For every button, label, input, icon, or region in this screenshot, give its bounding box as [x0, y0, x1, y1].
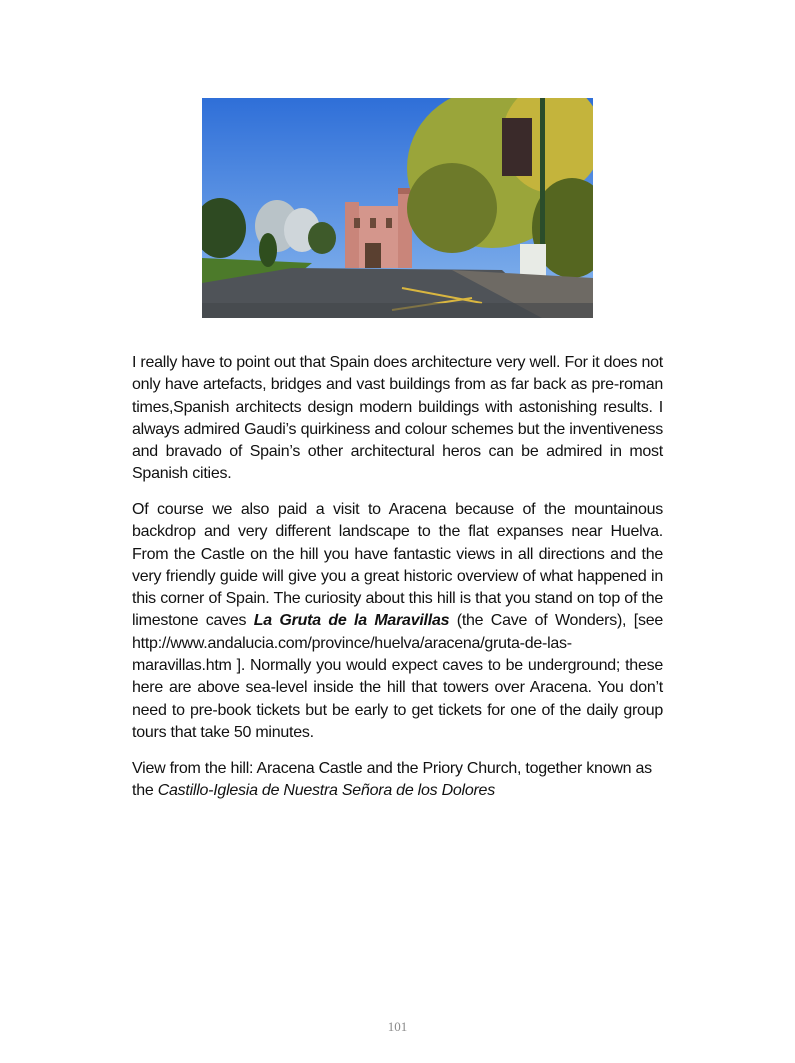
body-paragraph-3 — [132, 758, 663, 803]
paragraph-text: (the Cave of Wonders), [see http://www.andalucia.com/province/huelva/aracena/gruta-de-las-maravillas.htm ]. Normally you would expect caves to be underground; these here are above sea-level inside the hill that towers over Aracena. You don’t need to pre-book tickets but be early to get tickets for one of the daily group tours that take 50 minutes. — [132, 612, 663, 741]
castle-church-name: Castillo-Iglesia de Nuestra Señora de los Dolores — [157, 782, 495, 800]
paragraph-text: Of course we also paid a visit to Aracena because of the mountainous backdrop and very different landscape to the flat expanses near Huelva. From the Castle on the hill you have fantastic views in all directions and the very friendly guide will give you a great historic overview of what happened in this corner of Spain. The curiosity about this hill is that you stand on top of the limestone caves — [132, 501, 663, 630]
page-number: 101 — [387, 1019, 408, 1034]
body-paragraph-1: I really have to point out that Spain does architecture very well. For it does not only have artefacts, bridges and vast buildings from as far back as pre-roman times,Spanish architects design modern buildings with astonishing results. I always admired Gaudi’s quirkiness and colour schemes but the inventiveness and bravado of Spain’s other architectural heros can be admired in most Spanish cities. — [132, 354, 663, 483]
street-photo — [202, 98, 593, 318]
cave-name: La Gruta de la Maravillas — [253, 612, 450, 630]
paragraph-text: View from the hill: Aracena Castle and the Priory Church, together known as the — [132, 760, 652, 800]
body-paragraph-2 — [132, 499, 663, 744]
